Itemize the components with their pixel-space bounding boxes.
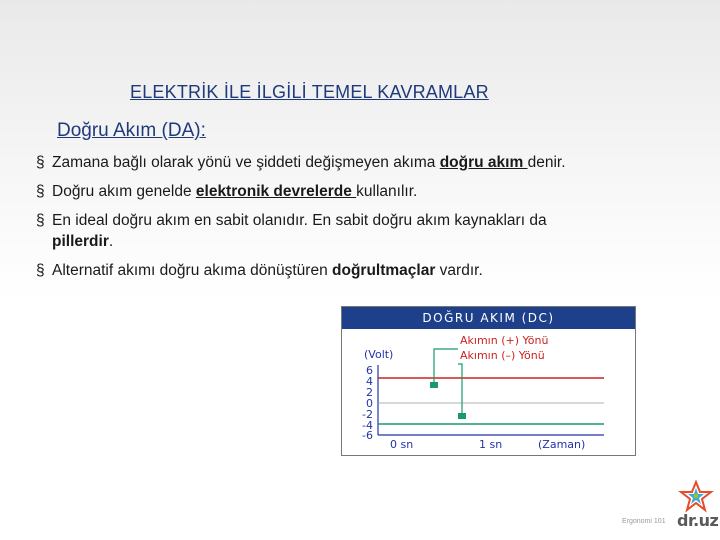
bullet-mark: § bbox=[36, 183, 45, 200]
x-tick: 1 sn bbox=[479, 438, 503, 451]
x-axis-unit: (Zaman) bbox=[538, 438, 586, 451]
bullet-emphasis: doğru akım bbox=[439, 154, 528, 171]
bullet-mark: § bbox=[36, 154, 45, 171]
footer-note: Ergonomi 101 bbox=[622, 518, 666, 525]
bullet-item bbox=[36, 210, 696, 252]
bullet-list bbox=[36, 152, 696, 289]
legend-negative: Akımın (–) Yönü bbox=[460, 349, 545, 362]
y-axis-unit: (Volt) bbox=[364, 348, 394, 361]
slide-subtitle: Doğru Akım (DA): bbox=[57, 120, 206, 141]
y-tick: -4 bbox=[362, 419, 373, 432]
bullet-item bbox=[36, 260, 696, 281]
negative-marker bbox=[458, 413, 466, 419]
bullet-text: vardır. bbox=[435, 262, 483, 279]
bullet-text: Doğru akım genelde bbox=[52, 183, 196, 200]
bullet-emphasis: pillerdir bbox=[52, 233, 109, 250]
negative-leader-line bbox=[458, 364, 462, 415]
bullet-item bbox=[36, 181, 696, 202]
y-tick: 6 bbox=[366, 364, 373, 377]
slide-title: ELEKTRİK İLE İLGİLİ TEMEL KAVRAMLAR bbox=[130, 82, 489, 102]
y-tick: 4 bbox=[366, 375, 373, 388]
bullet-text: . bbox=[108, 233, 114, 250]
y-tick: -6 bbox=[362, 429, 373, 442]
bullet-text: denir. bbox=[527, 154, 566, 171]
bullet-text: En ideal doğru akım en sabit olanıdır. En sabit doğru akım kaynakları da bbox=[52, 212, 547, 229]
y-tick: 2 bbox=[366, 386, 373, 399]
dc-figure-svg bbox=[342, 307, 635, 455]
bullet-mark: § bbox=[36, 262, 45, 279]
bullet-emphasis: elektronik devrelerde bbox=[195, 183, 357, 200]
positive-marker bbox=[430, 382, 438, 388]
bullet-text: kullanılır. bbox=[356, 183, 418, 200]
positive-leader-line bbox=[434, 349, 458, 385]
bullet-text: Alternatif akımı doğru akıma dönüştüren bbox=[52, 262, 333, 279]
logo-text: dr.uz bbox=[677, 511, 719, 530]
x-tick: 0 sn bbox=[390, 438, 414, 451]
bullet-emphasis: doğrultmaçlar bbox=[332, 262, 436, 279]
figure-header: DOĞRU AKIM (DC) bbox=[342, 307, 635, 329]
bullet-item bbox=[36, 152, 696, 173]
bullet-mark: § bbox=[36, 212, 45, 229]
y-tick: -2 bbox=[362, 408, 373, 421]
legend-positive: Akımın (+) Yönü bbox=[460, 334, 549, 347]
dc-figure bbox=[341, 306, 636, 456]
bullet-text: Zamana bağlı olarak yönü ve şiddeti değişmeyen akıma bbox=[52, 154, 440, 171]
y-tick: 0 bbox=[366, 397, 373, 410]
